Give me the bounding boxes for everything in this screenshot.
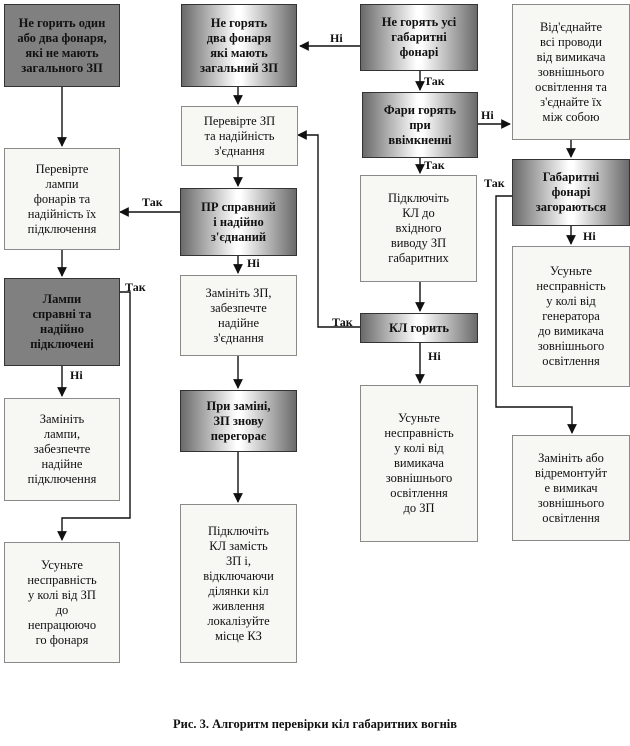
label-no-b9-b13: Ні: [247, 256, 260, 270]
box-disconnect-wires: Від'єднайте всі проводи від вимикача зовнішнього освітлення та з'єднайте їх між собою: [512, 4, 630, 140]
box-fuse-blows-again: При заміні, ЗП знову перегорає: [180, 390, 297, 452]
label-yes-b7-b10: Так: [424, 158, 445, 172]
label-no-b3-b2: Ні: [330, 31, 343, 45]
box-check-lamps: Перевірте лампи фонарів та надійність їх підключення: [4, 148, 120, 250]
box-connect-test-lamp: Підключіть КЛ до вхідного виводу ЗП габаритних: [360, 175, 477, 282]
box-side-lights-on: Габаритні фонарі загораються: [512, 159, 630, 226]
box-headlights-on: Фари горять при ввімкненні: [362, 92, 478, 158]
label-yes-b9-b5: Так: [142, 195, 163, 209]
label-no-b12-b15: Ні: [70, 368, 83, 382]
box-fix-generator-circuit: Усуньте несправність у колі від генератора до вимикача зовнішнього освітлення: [512, 246, 630, 387]
box-replace-lamps: Замініть лампи, забезпечте надійне підключення: [4, 398, 120, 501]
label-no-b14-b17: Ні: [428, 349, 441, 363]
box-two-lamps-common-fuse: Не горять два фонаря які мають загальний ЗП: [181, 4, 297, 87]
box-test-lamp-on: КЛ горить: [360, 313, 478, 343]
box-one-two-lamps-no-common-fuse: Не горить один або два фонаря, які не мають загального ЗП: [4, 4, 120, 87]
box-fix-switch-circuit: Усуньте несправність у колі від вимикача зовнішнього освітлення до ЗП: [360, 385, 478, 542]
box-replace-switch: Замініть або відремонтуйт е вимикач зовнішнього освітлення: [512, 435, 630, 541]
label-yes-b12-b19: Так: [125, 280, 146, 294]
figure-caption: Рис. 3. Алгоритм перевірки кіл габаритних вогнів: [172, 717, 457, 731]
box-check-fuse: Перевірте ЗП та надійність з'єднання: [181, 106, 298, 166]
label-no-b8-b11: Ні: [583, 229, 596, 243]
arrow-b14-b6: [298, 135, 360, 327]
box-all-lamps-off: Не горять усі габаритні фонарі: [360, 4, 478, 71]
box-fix-lamp-circuit: Усуньте несправність у колі від ЗП до непрацюючо го фонаря: [4, 542, 120, 663]
label-no-b7-b4: Ні: [481, 108, 494, 122]
box-lamps-ok: Лампи справні та надійно підключені: [4, 278, 120, 366]
box-replace-fuse: Замініть ЗП, забезпечте надійне з'єднання: [180, 275, 297, 356]
label-yes-b14-b6-text: Так: [332, 315, 353, 329]
box-locate-short-circuit: Підключіть КЛ замість ЗП і, відключаючи ділянки кіл живлення локалізуйте місце КЗ: [180, 504, 297, 663]
box-fuse-holder-ok: ПР справний і надійно з'єднаний: [180, 188, 297, 256]
label-yes-b8-b18: Так: [484, 176, 505, 190]
label-yes-b3-b7: Так: [424, 74, 445, 88]
